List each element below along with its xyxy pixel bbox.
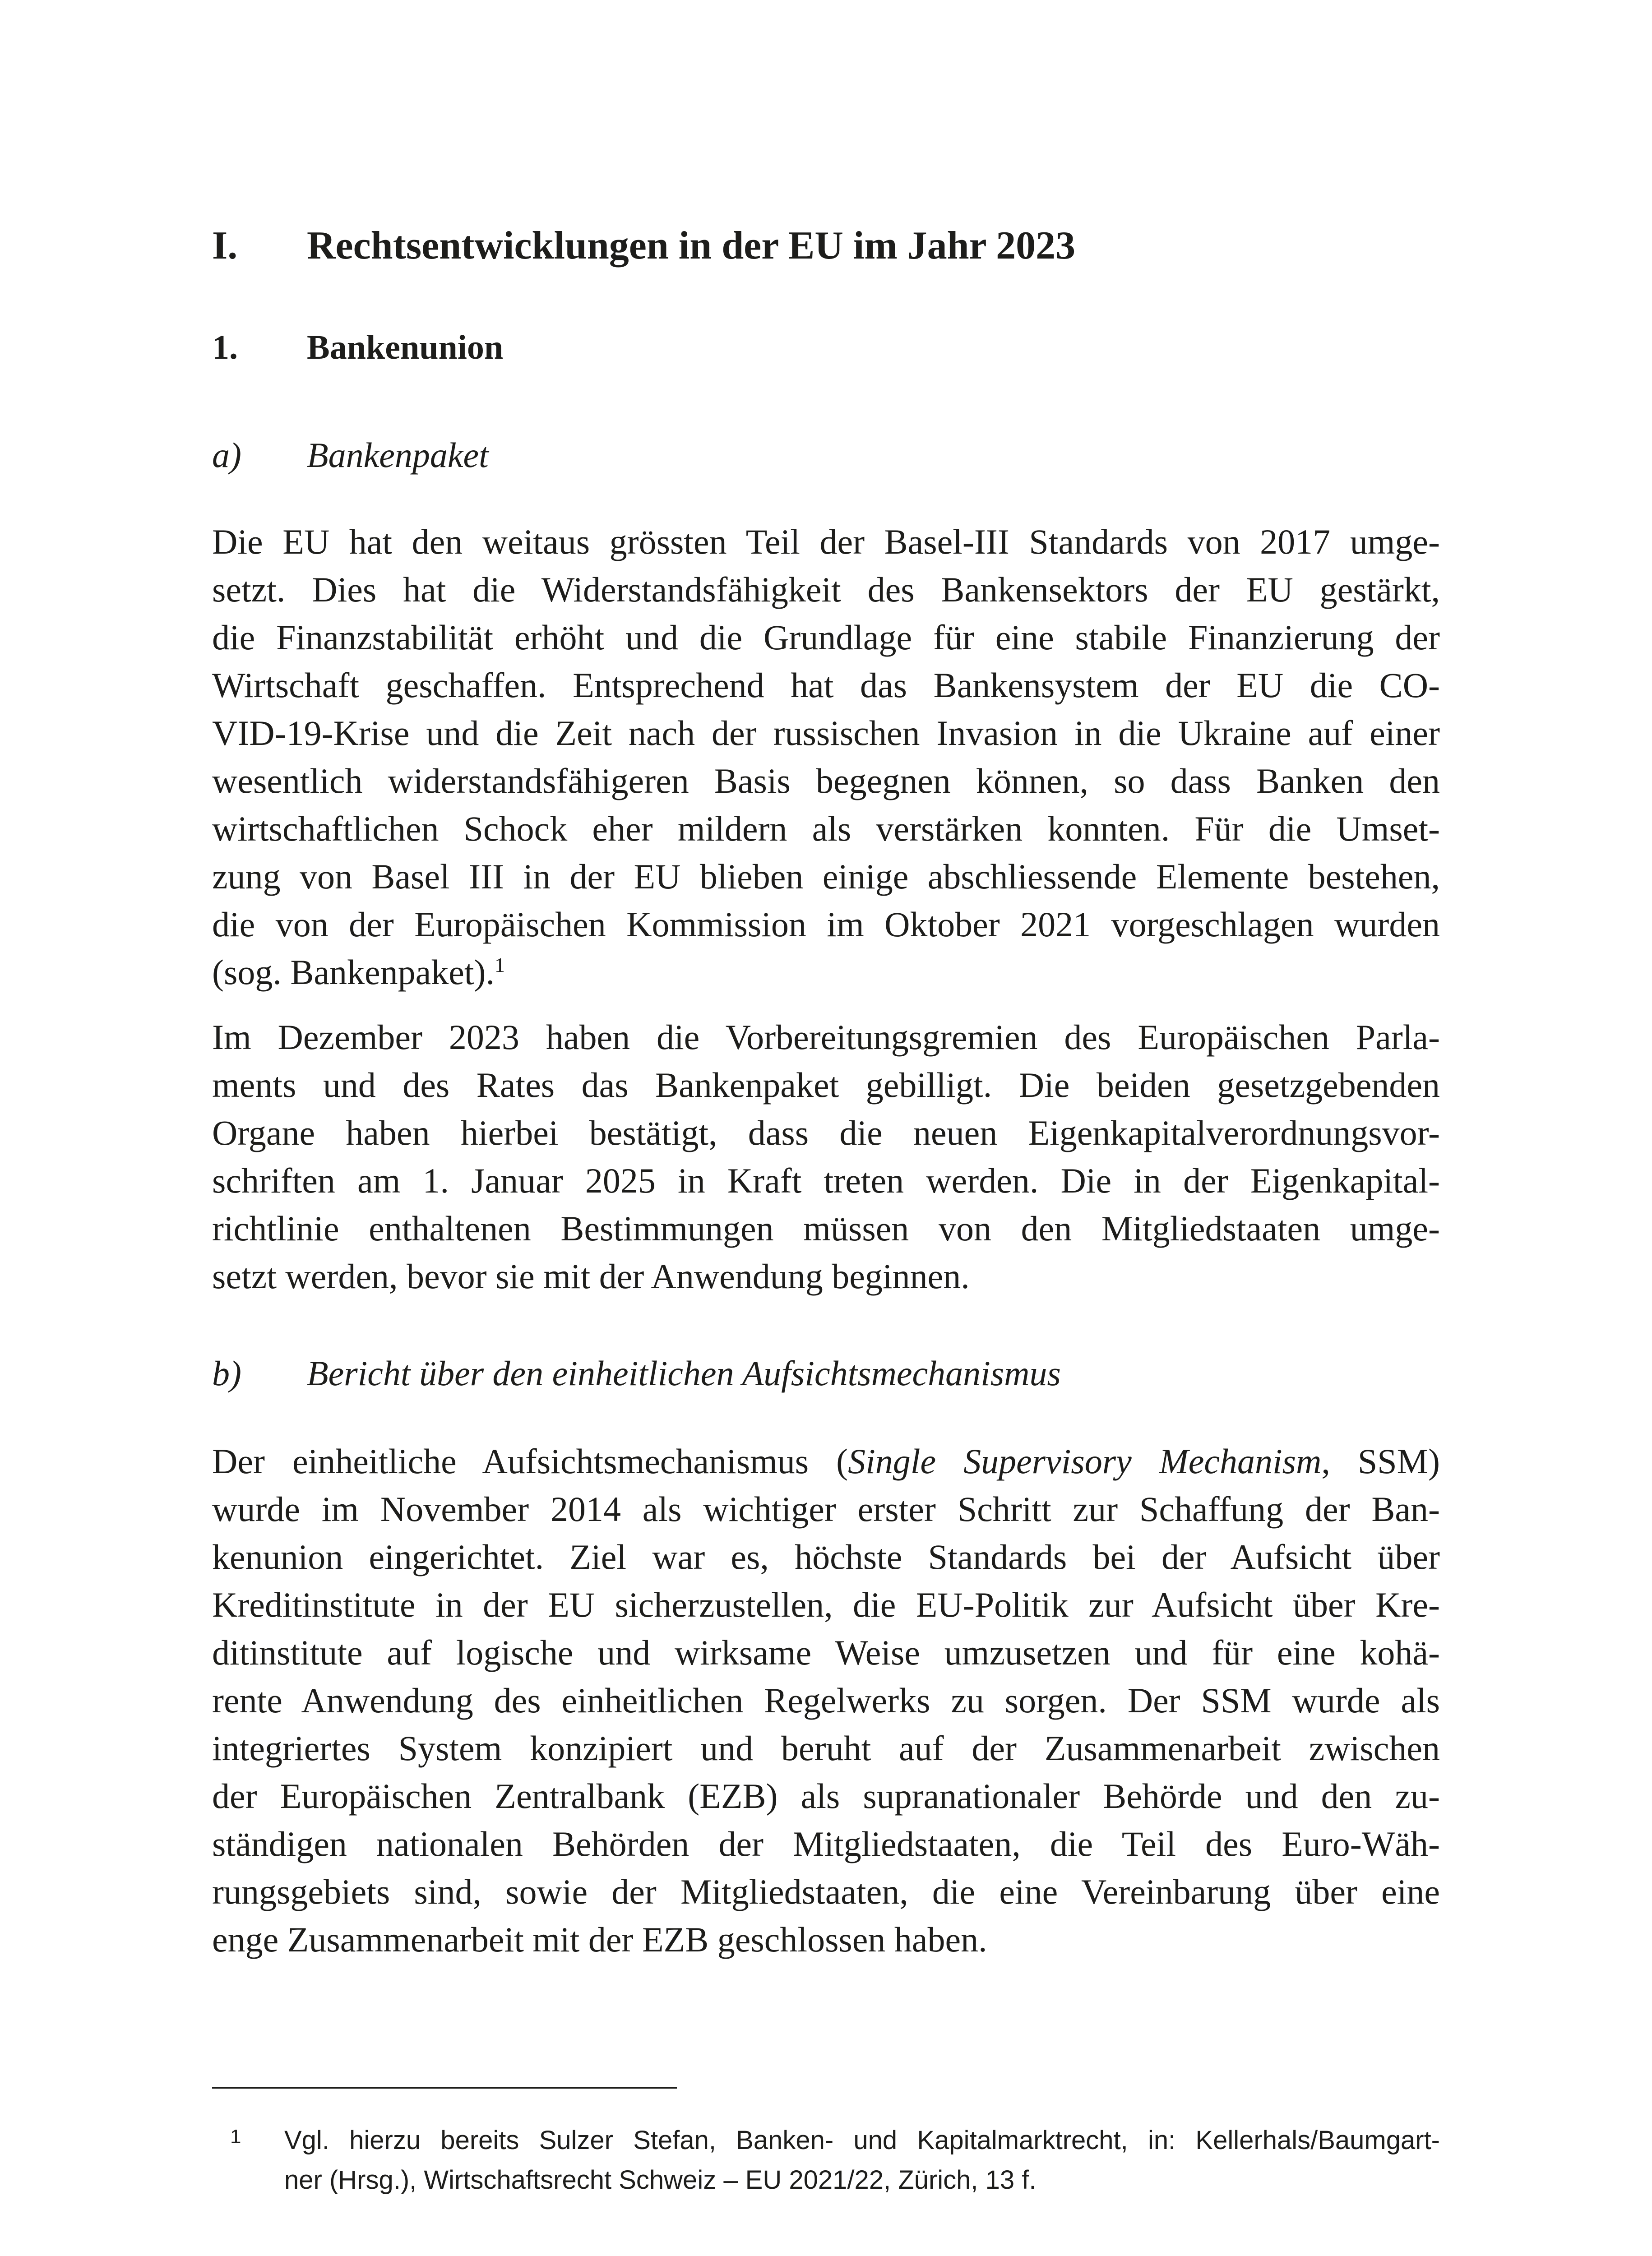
text-line: enge Zusammenarbeit mit der EZB geschlossen haben. xyxy=(212,1920,987,1959)
text-line: Wirtschaft geschaffen. Entsprechend hat das Bankensystem der EU die CO- xyxy=(212,666,1440,705)
text-line: ments und des Rates das Bankenpaket gebilligt. Die beiden gesetzgebenden xyxy=(212,1065,1440,1105)
section-title: Rechtsentwicklungen in der EU im Jahr 2023 xyxy=(307,224,1076,268)
subsubsection-title: Bericht über den einheitlichen Aufsichtsmechanismus xyxy=(307,1354,1061,1393)
text-segment: , SSM) xyxy=(1321,1442,1440,1481)
text-line: rungsgebiets sind, sowie der Mitgliedstaaten, die eine Vereinbarung über eine xyxy=(212,1872,1440,1911)
body-paragraph xyxy=(212,1438,1440,1964)
text-line: wirtschaftlichen Schock eher mildern als verstärken konnten. Für die Umset- xyxy=(212,809,1440,848)
text-line: richtlinie enthaltenen Bestimmungen müssen von den Mitgliedstaaten umge- xyxy=(212,1209,1440,1248)
body-paragraph xyxy=(212,518,1440,996)
footnote xyxy=(212,2121,1440,2202)
section-number: I. xyxy=(212,224,238,268)
italic-term: Single Supervisory Mechanism xyxy=(848,1442,1322,1481)
footnote-reference[interactable]: 1 xyxy=(494,953,505,976)
footnote-number: 1 xyxy=(230,2126,241,2148)
text-line: die von der Europäischen Kommission im Oktober 2021 vorgeschlagen wurden xyxy=(212,905,1440,944)
text-line: integriertes System konzipiert und beruht auf der Zusammenarbeit zwischen xyxy=(212,1729,1440,1768)
text-line: ständigen nationalen Behörden der Mitgliedstaaten, die Teil des Euro-Wäh- xyxy=(212,1824,1440,1863)
footnote-line: Vgl. hierzu bereits Sulzer Stefan, Banken- und Kapitalmarktrecht, in: Kellerhals/Baumgart- xyxy=(284,2126,1440,2155)
text-line: VID-19-Krise und die Zeit nach der russischen Invasion in die Ukraine auf einer xyxy=(212,713,1440,753)
text-line xyxy=(212,948,1440,996)
footnote-separator xyxy=(212,2087,677,2089)
text-line: der Europäischen Zentralbank (EZB) als supranationaler Behörde und den zu- xyxy=(212,1776,1440,1816)
text-line: setzt werden, bevor sie mit der Anwendung beginnen. xyxy=(212,1257,970,1296)
text-line: setzt. Dies hat die Widerstandsfähigkeit des Bankensektors der EU gestärkt, xyxy=(212,570,1440,609)
subsection-title: Bankenunion xyxy=(307,328,504,366)
text-line: wurde im November 2014 als wichtiger erster Schritt zur Schaffung der Ban- xyxy=(212,1489,1440,1529)
body-paragraph xyxy=(212,1013,1440,1300)
text-line: zung von Basel III in der EU blieben einige abschliessende Elemente bestehen, xyxy=(212,857,1440,896)
text-line: wesentlich widerstandsfähigeren Basis begegnen können, so dass Banken den xyxy=(212,761,1440,800)
text-line: Im Dezember 2023 haben die Vorbereitungsgremien des Europäischen Parla- xyxy=(212,1017,1440,1057)
text-line xyxy=(212,1438,1440,1485)
subsubsection-number: a) xyxy=(212,435,241,475)
subsubsection-number: b) xyxy=(212,1354,241,1393)
text-line: Organe haben hierbei bestätigt, dass die neuen Eigenkapitalverordnungsvor- xyxy=(212,1113,1440,1152)
text-line-content: (sog. Bankenpaket). xyxy=(212,952,495,992)
text-line: die Finanzstabilität erhöht und die Grundlage für eine stabile Finanzierung der xyxy=(212,618,1440,657)
text-line: schriften am 1. Januar 2025 in Kraft treten werden. Die in der Eigenkapital- xyxy=(212,1161,1440,1200)
subsubsection-title: Bankenpaket xyxy=(307,435,489,475)
text-line: rente Anwendung des einheitlichen Regelwerks zu sorgen. Der SSM wurde als xyxy=(212,1681,1440,1720)
text-segment: Der einheitliche Aufsichtsmechanismus ( xyxy=(212,1442,848,1481)
text-line: Kreditinstitute in der EU sicherzustellen, die EU-Politik zur Aufsicht über Kre- xyxy=(212,1585,1440,1624)
footnote-line: ner (Hrsg.), Wirtschaftsrecht Schweiz – EU 2021/22, Zürich, 13 f. xyxy=(284,2165,1037,2195)
text-line: Die EU hat den weitaus grössten Teil der Basel-III Standards von 2017 umge- xyxy=(212,522,1440,561)
text-line: kenunion eingerichtet. Ziel war es, höchste Standards bei der Aufsicht über xyxy=(212,1537,1440,1576)
footnote-text xyxy=(284,2121,1440,2200)
text-line: ditinstitute auf logische und wirksame Weise umzusetzen und für eine kohä- xyxy=(212,1633,1440,1672)
subsection-number: 1. xyxy=(212,328,238,366)
